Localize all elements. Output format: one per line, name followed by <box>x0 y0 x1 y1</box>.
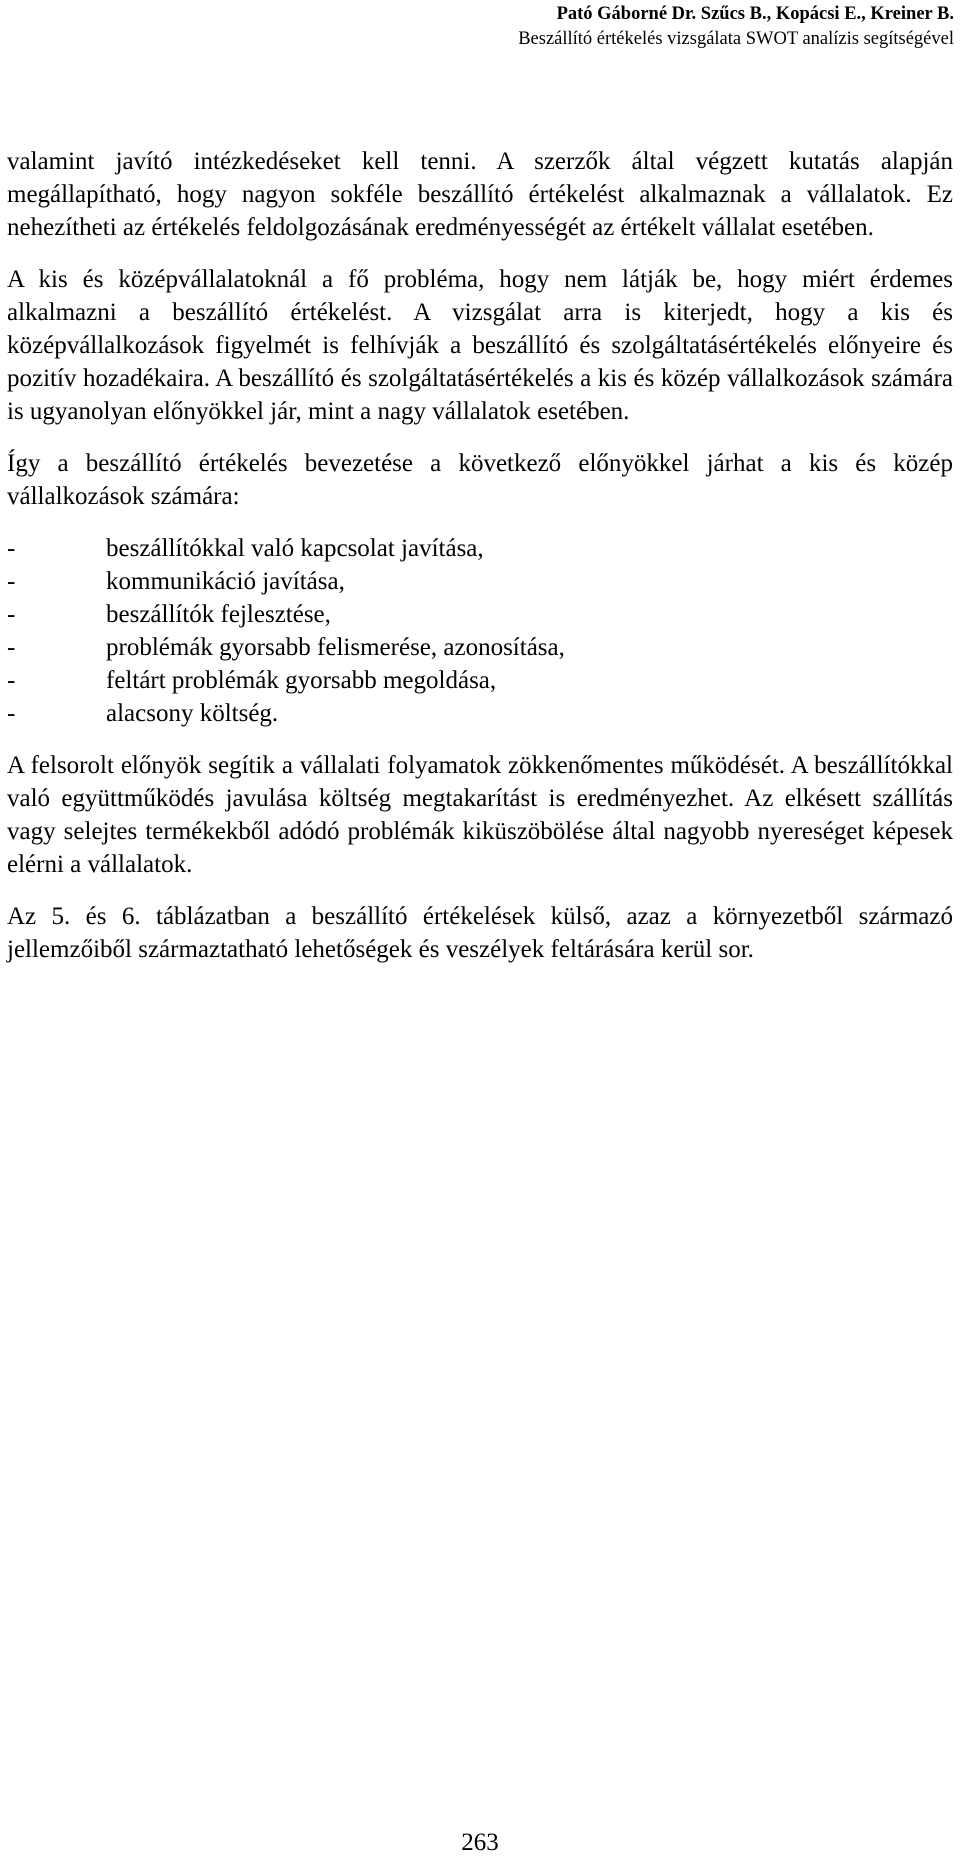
list-dash: - <box>7 700 16 727</box>
list-item-text: problémák gyorsabb felismerése, azonosítása, <box>106 634 565 661</box>
paragraph: Az 5. és 6. táblázatban a beszállító értékelések külső, azaz a környezetből származó jellemzőiből származtatható lehetőségek és veszélyek feltárására kerül sor. <box>7 903 953 963</box>
list-item <box>7 598 953 631</box>
list-item-text: kommunikáció javítása, <box>106 568 345 595</box>
paragraph: valamint javító intézkedéseket kell tenni. A szerzők által végzett kutatás alapján megállapítható, hogy nagyon sokféle beszállító értékelést alkalmaznak a vállalatok. Ez nehezítheti az értékelés feldolgozásának eredményességét az értékelt vállalat esetében. <box>7 148 953 241</box>
header-authors: Pató Gáborné Dr. Szűcs B., Kopácsi E., Kreiner B. <box>556 4 954 24</box>
list-item <box>7 697 953 730</box>
list-dash: - <box>7 634 16 661</box>
list-dash: - <box>7 667 16 694</box>
page-number: 263 <box>461 1829 499 1856</box>
benefit-list <box>7 532 953 730</box>
paragraph: Így a beszállító értékelés bevezetése a következő előnyökkel járhat a kis és közép vállalkozások számára: <box>7 450 953 510</box>
header-title: Beszállító értékelés vizsgálata SWOT analízis segítségével <box>518 29 954 49</box>
list-dash: - <box>7 568 16 595</box>
running-header <box>518 2 954 52</box>
body-text <box>7 145 953 985</box>
list-item-text: alacsony költség. <box>106 700 279 727</box>
list-item-text: feltárt problémák gyorsabb megoldása, <box>106 667 497 694</box>
list-item-text: beszállítók fejlesztése, <box>106 601 331 628</box>
list-item <box>7 664 953 697</box>
list-item <box>7 532 953 565</box>
paragraph: A felsorolt előnyök segítik a vállalati folyamatok zökkenőmentes működését. A beszállítókkal való együttműködés javulása költség megtakarítást is eredményezhet. Az elkésett szállítás vagy selejtes termékekből adódó problémák kiküszöbölése által nagyobb nyereséget képesek elérni a vállalatok. <box>7 752 953 878</box>
list-item-text: beszállítókkal való kapcsolat javítása, <box>106 535 484 562</box>
paragraph: A kis és középvállalatoknál a fő probléma, hogy nem látják be, hogy miért érdemes alkalmazni a beszállító értékelést. A vizsgálat arra is kiterjedt, hogy a kis és középvállalkozások figyelmét is felhívják a beszállító és szolgáltatásértékelés előnyeire és pozitív hozadékaira. A beszállító és szolgáltatásértékelés a kis és közép vállalkozások számára is ugyanolyan előnyökkel jár, mint a nagy vállalatok esetében. <box>7 266 953 425</box>
list-dash: - <box>7 535 16 562</box>
list-item <box>7 631 953 664</box>
list-dash: - <box>7 601 16 628</box>
list-item <box>7 565 953 598</box>
